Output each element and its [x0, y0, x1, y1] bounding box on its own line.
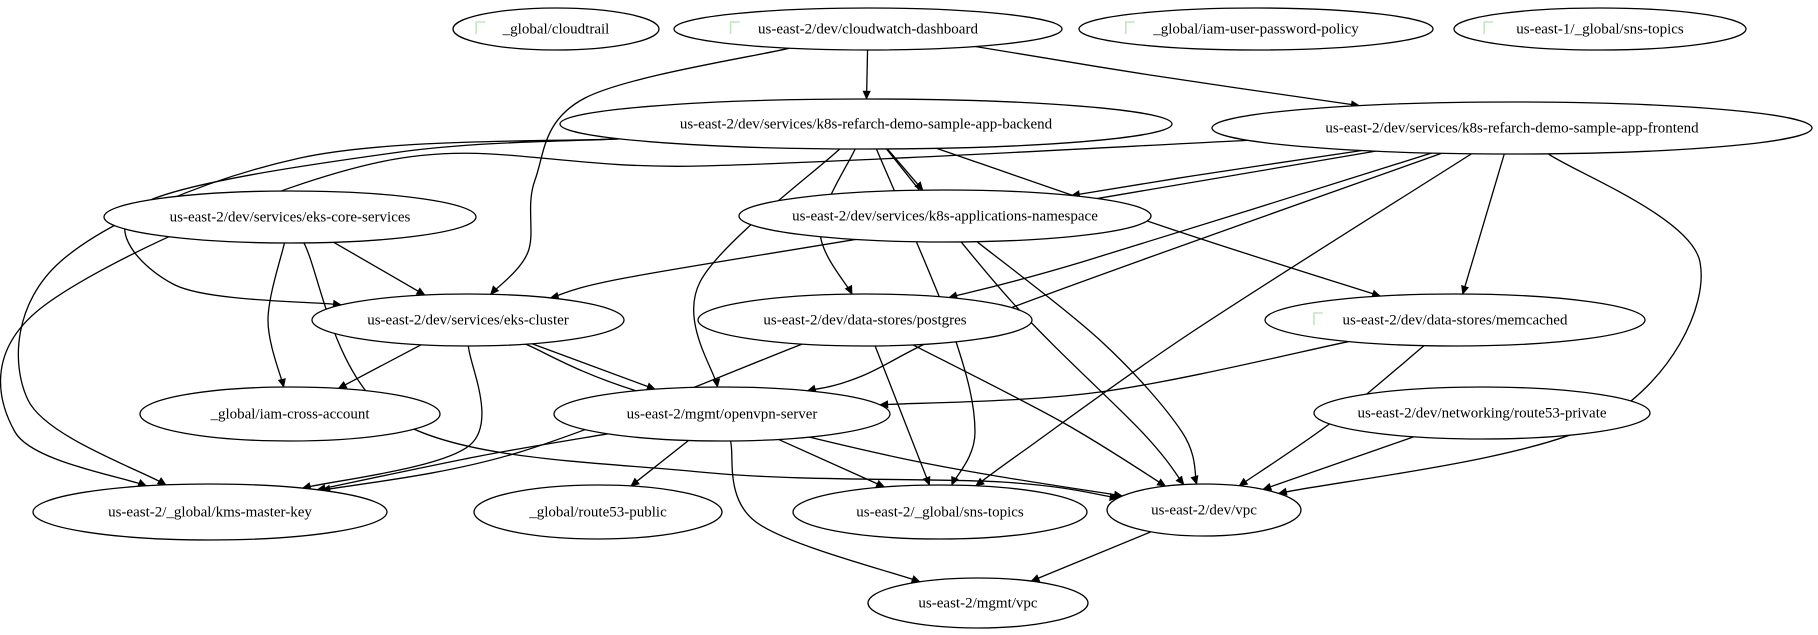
edge-openvpn-r53_public: [631, 440, 689, 486]
node-label: us-east-2/dev/services/eks-cluster: [367, 312, 569, 329]
node-label: _global/iam-cross-account: [210, 406, 370, 423]
node-label: us-east-2/mgmt/openvpn-server: [626, 406, 818, 423]
edge-memcached-openvpn: [880, 342, 1349, 405]
node-backend: [560, 99, 1172, 149]
node-label: _global/iam-user-password-policy: [1153, 21, 1359, 38]
edge-openvpn-kms: [317, 434, 608, 490]
node-label: us-east-2/dev/services/k8s-applications-namespace: [792, 208, 1098, 225]
node-mgmt_vpc: [868, 578, 1088, 628]
node-namespace: [739, 190, 1151, 242]
node-frontend: [1212, 102, 1812, 154]
node-label: _global/cloudtrail: [502, 21, 610, 38]
edge-backend-openvpn: [694, 149, 840, 387]
node-eks_core: [104, 191, 476, 243]
node-label: us-east-2/dev/networking/route53-private: [1357, 405, 1607, 422]
edge-eks_core-eks_cluster: [334, 242, 425, 295]
node-label: us-east-2/dev/vpc: [1151, 502, 1257, 519]
node-label: us-east-2/dev/data-stores/postgres: [763, 312, 967, 329]
edge-dashboard-frontend: [975, 46, 1359, 105]
edge-r53_private-dev_vpc: [1263, 437, 1414, 490]
node-label: us-east-2/dev/services/k8s-refarch-demo-sample-app-backend: [679, 116, 1053, 133]
node-eks_cluster: [312, 294, 624, 346]
node-label: us-east-2/_global/kms-master-key: [108, 504, 312, 521]
edge-openvpn-sns_ue2: [779, 439, 885, 487]
node-cloudtrail: [453, 8, 659, 50]
node-label: _global/route53-public: [529, 504, 667, 521]
edge-backend-namespace: [887, 149, 922, 190]
edge-namespace-dev_vpc: [977, 242, 1197, 484]
node-postgres: [698, 294, 1032, 346]
nodes-layer: [33, 8, 1812, 628]
node-label: us-east-2/dev/cloudwatch-dashboard: [758, 21, 978, 38]
node-dashboard: [674, 8, 1062, 50]
node-openvpn: [554, 387, 890, 441]
edge-dev_vpc-mgmt_vpc: [1031, 532, 1151, 581]
edge-postgres-dev_vpc: [913, 345, 1165, 486]
node-label: us-east-2/mgmt/vpc: [918, 595, 1038, 612]
node-memcached: [1265, 294, 1645, 346]
edge-dashboard-backend: [867, 50, 868, 99]
edge-eks_cluster-openvpn: [532, 344, 655, 390]
node-iam_cross: [140, 387, 440, 441]
node-dev_vpc: [1107, 484, 1301, 536]
node-sns_ue1: [1454, 8, 1746, 50]
node-label: us-east-2/dev/services/eks-core-services: [169, 209, 411, 226]
node-r53_private: [1314, 387, 1650, 439]
node-label: us-east-2/dev/services/k8s-refarch-demo-sample-app-frontend: [1325, 120, 1699, 137]
edge-frontend-openvpn: [808, 153, 1442, 390]
node-iam_policy: [1079, 8, 1433, 50]
node-sns_ue2: [793, 485, 1087, 539]
edge-frontend-memcached: [1463, 154, 1505, 294]
node-kms: [33, 484, 387, 540]
node-r53_public: [474, 485, 722, 539]
edge-eks_core-iam_cross: [268, 243, 284, 387]
node-label: us-east-1/_global/sns-topics: [1516, 21, 1684, 38]
node-label: us-east-2/dev/data-stores/memcached: [1342, 312, 1568, 329]
node-label: us-east-2/_global/sns-topics: [856, 504, 1024, 521]
